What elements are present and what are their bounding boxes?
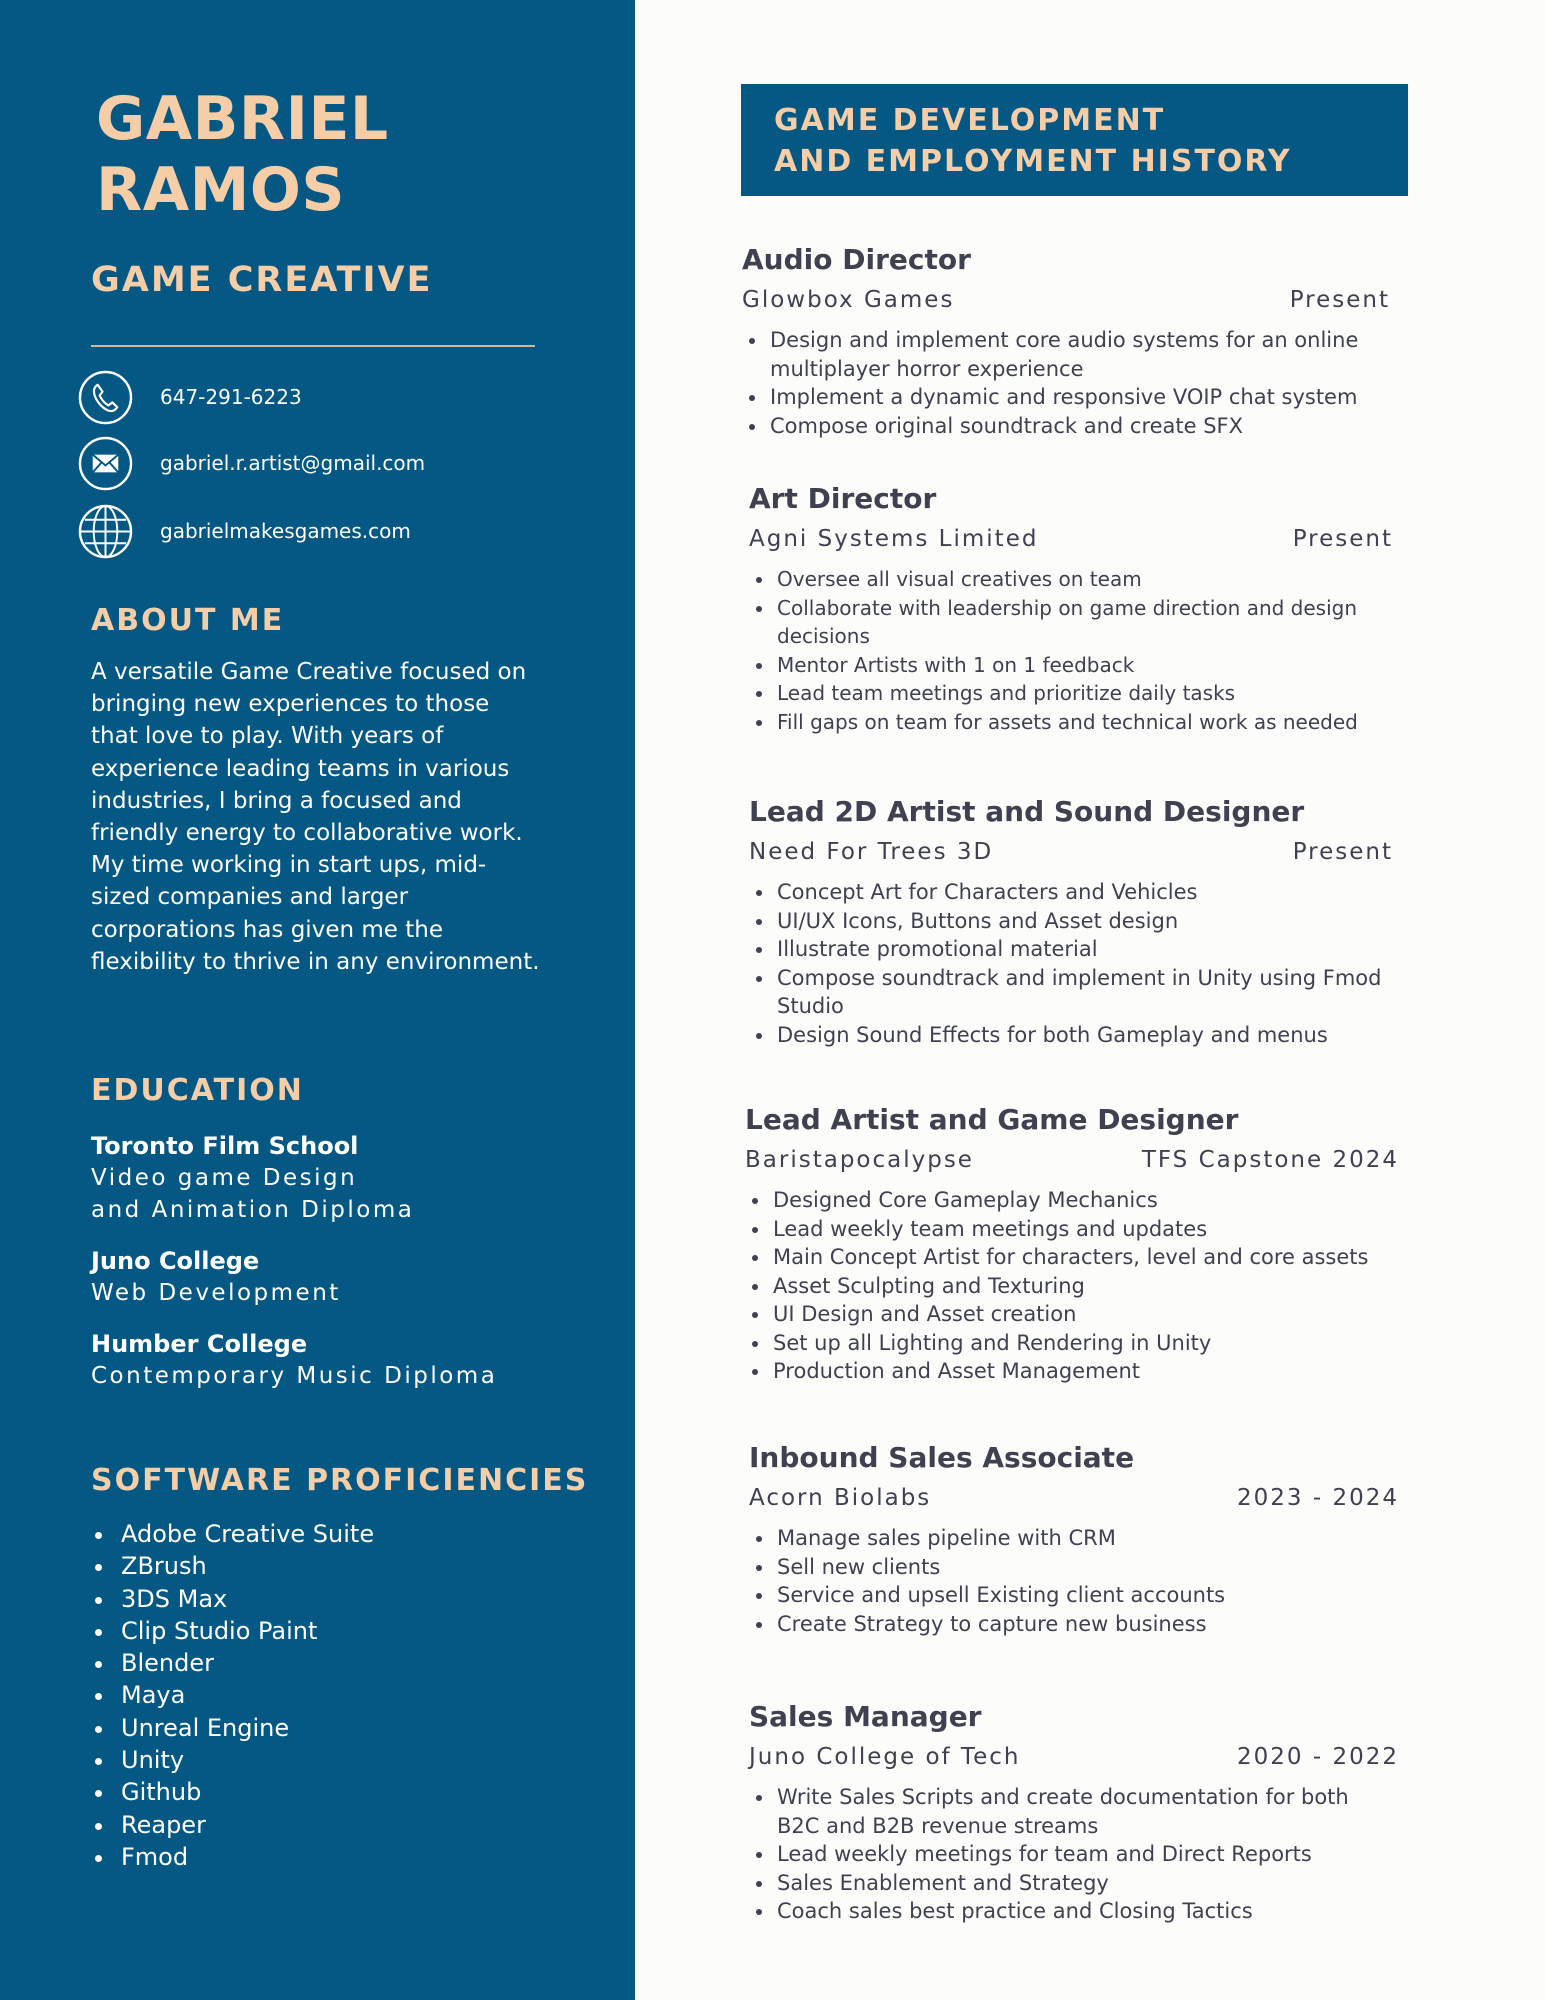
globe-icon <box>78 504 133 559</box>
list-item: Adobe Creative Suite <box>91 1518 374 1550</box>
job-bullets <box>749 878 1389 1049</box>
job-bullets <box>745 1186 1385 1386</box>
job-date: Present <box>1292 526 1393 552</box>
list-item: Manage sales pipeline with CRM <box>749 1524 1389 1553</box>
job-entry <box>749 481 1393 736</box>
list-item: Implement a dynamic and responsive VOIP chat system <box>742 383 1382 412</box>
list-item: Illustrate promotional material <box>749 935 1389 964</box>
company-name: Juno College of Tech <box>749 1744 1021 1770</box>
list-item: ZBrush <box>91 1550 374 1582</box>
list-item: Set up all Lighting and Rendering in Unity <box>745 1329 1385 1358</box>
phone-number[interactable]: 647-291-6223 <box>160 385 302 409</box>
list-item: Lead weekly team meetings and updates <box>745 1215 1385 1244</box>
education-item <box>91 1328 571 1392</box>
list-item: Lead team meetings and prioritize daily tasks <box>749 679 1389 708</box>
software-heading: SOFTWARE PROFICIENCIES <box>91 1463 589 1498</box>
company-name: Glowbox Games <box>742 287 955 313</box>
list-item: Create Strategy to capture new business <box>749 1610 1389 1639</box>
job-bullets <box>749 1783 1389 1926</box>
list-item: Oversee all visual creatives on team <box>749 565 1389 594</box>
software-list <box>91 1518 374 1873</box>
list-item: Unity <box>91 1744 374 1776</box>
job-date: Present <box>1292 839 1393 865</box>
list-item: Fill gaps on team for assets and technical work as needed <box>749 708 1389 737</box>
list-item: Service and upsell Existing client accounts <box>749 1581 1389 1610</box>
program-name: Contemporary Music Diploma <box>91 1363 498 1389</box>
website-link[interactable]: gabrielmakesgames.com <box>160 519 411 543</box>
list-item: Unreal Engine <box>91 1712 374 1744</box>
job-title: Lead Artist and Game Designer <box>745 1103 1239 1136</box>
job-entry <box>749 1440 1399 1638</box>
list-item: Mentor Artists with 1 on 1 feedback <box>749 651 1389 680</box>
history-heading: GAME DEVELOPMENT AND EMPLOYMENT HISTORY <box>741 84 1408 196</box>
list-item: Reaper <box>91 1809 374 1841</box>
job-date: 2020 - 2022 <box>1237 1744 1399 1770</box>
job-title: Audio Director <box>742 243 971 276</box>
list-item: Lead weekly meetings for team and Direct Reports <box>749 1840 1389 1869</box>
job-entry <box>749 1699 1399 1926</box>
program-name: Web Development <box>91 1280 341 1306</box>
list-item: Design Sound Effects for both Gameplay and menus <box>749 1021 1389 1050</box>
candidate-name: GABRIEL RAMOS <box>96 84 389 225</box>
list-item: UI Design and Asset creation <box>745 1300 1385 1329</box>
list-item: Write Sales Scripts and create documentation for both B2C and B2B revenue streams <box>749 1783 1389 1840</box>
school-name: Juno College <box>91 1247 260 1275</box>
company-name: Need For Trees 3D <box>749 839 994 865</box>
about-heading: ABOUT ME <box>91 603 285 638</box>
program-name: Video game Design <box>91 1165 358 1191</box>
sidebar <box>0 0 635 2000</box>
job-title: Sales Manager <box>749 1700 982 1733</box>
education-item <box>91 1130 571 1226</box>
company-name: Baristapocalypse <box>745 1147 974 1173</box>
list-item: Designed Core Gameplay Mechanics <box>745 1186 1385 1215</box>
job-entry <box>749 794 1393 1049</box>
list-item: Compose soundtrack and implement in Unity using Fmod Studio <box>749 964 1389 1021</box>
list-item: Blender <box>91 1647 374 1679</box>
education-item <box>91 1245 571 1309</box>
list-item: Main Concept Artist for characters, level and core assets <box>745 1243 1385 1272</box>
job-bullets <box>749 1524 1389 1638</box>
job-entry <box>742 242 1390 440</box>
list-item: Maya <box>91 1679 374 1711</box>
job-entry <box>745 1102 1399 1386</box>
list-item: Github <box>91 1776 374 1808</box>
job-date: Present <box>1289 287 1390 313</box>
job-title: Lead 2D Artist and Sound Designer <box>749 795 1305 828</box>
job-bullets <box>749 565 1389 736</box>
list-item: Clip Studio Paint <box>91 1615 374 1647</box>
program-name: and Animation Diploma <box>91 1197 415 1223</box>
company-name: Agni Systems Limited <box>749 526 1039 552</box>
list-item: Coach sales best practice and Closing Tactics <box>749 1897 1389 1926</box>
list-item: Asset Sculpting and Texturing <box>745 1272 1385 1301</box>
list-item: Sell new clients <box>749 1553 1389 1582</box>
email-address[interactable]: gabriel.r.artist@gmail.com <box>160 451 426 475</box>
phone-icon <box>78 370 133 425</box>
school-name: Humber College <box>91 1330 308 1358</box>
job-title: Inbound Sales Associate <box>749 1441 1135 1474</box>
about-text: A versatile Game Creative focused on bringing new experiences to those that love to play. With years of experience leading teams in various industries, I bring a focused and friendly energy to collaborative work. My time working in start ups, mid-sized companies and larger corporations has given me the flexibility to thrive in any environment. <box>91 659 540 975</box>
job-date: 2023 - 2024 <box>1237 1485 1399 1511</box>
company-name: Acorn Biolabs <box>749 1485 932 1511</box>
list-item: UI/UX Icons, Buttons and Asset design <box>749 907 1389 936</box>
list-item: Design and implement core audio systems for an online multiplayer horror experience <box>742 326 1382 383</box>
list-item: Sales Enablement and Strategy <box>749 1869 1389 1898</box>
job-bullets <box>742 326 1382 440</box>
list-item: Fmod <box>91 1841 374 1873</box>
list-item: Production and Asset Management <box>745 1357 1385 1386</box>
list-item: Collaborate with leadership on game direction and design decisions <box>749 594 1389 651</box>
job-title: Art Director <box>749 482 937 515</box>
list-item: Compose original soundtrack and create SFX <box>742 412 1382 441</box>
list-item: Concept Art for Characters and Vehicles <box>749 878 1389 907</box>
school-name: Toronto Film School <box>91 1132 359 1160</box>
education-heading: EDUCATION <box>91 1073 304 1108</box>
list-item: 3DS Max <box>91 1583 374 1615</box>
job-date: TFS Capstone 2024 <box>1141 1147 1399 1173</box>
divider <box>91 345 535 347</box>
email-icon <box>78 436 133 491</box>
job-role-title: GAME CREATIVE <box>91 260 433 300</box>
